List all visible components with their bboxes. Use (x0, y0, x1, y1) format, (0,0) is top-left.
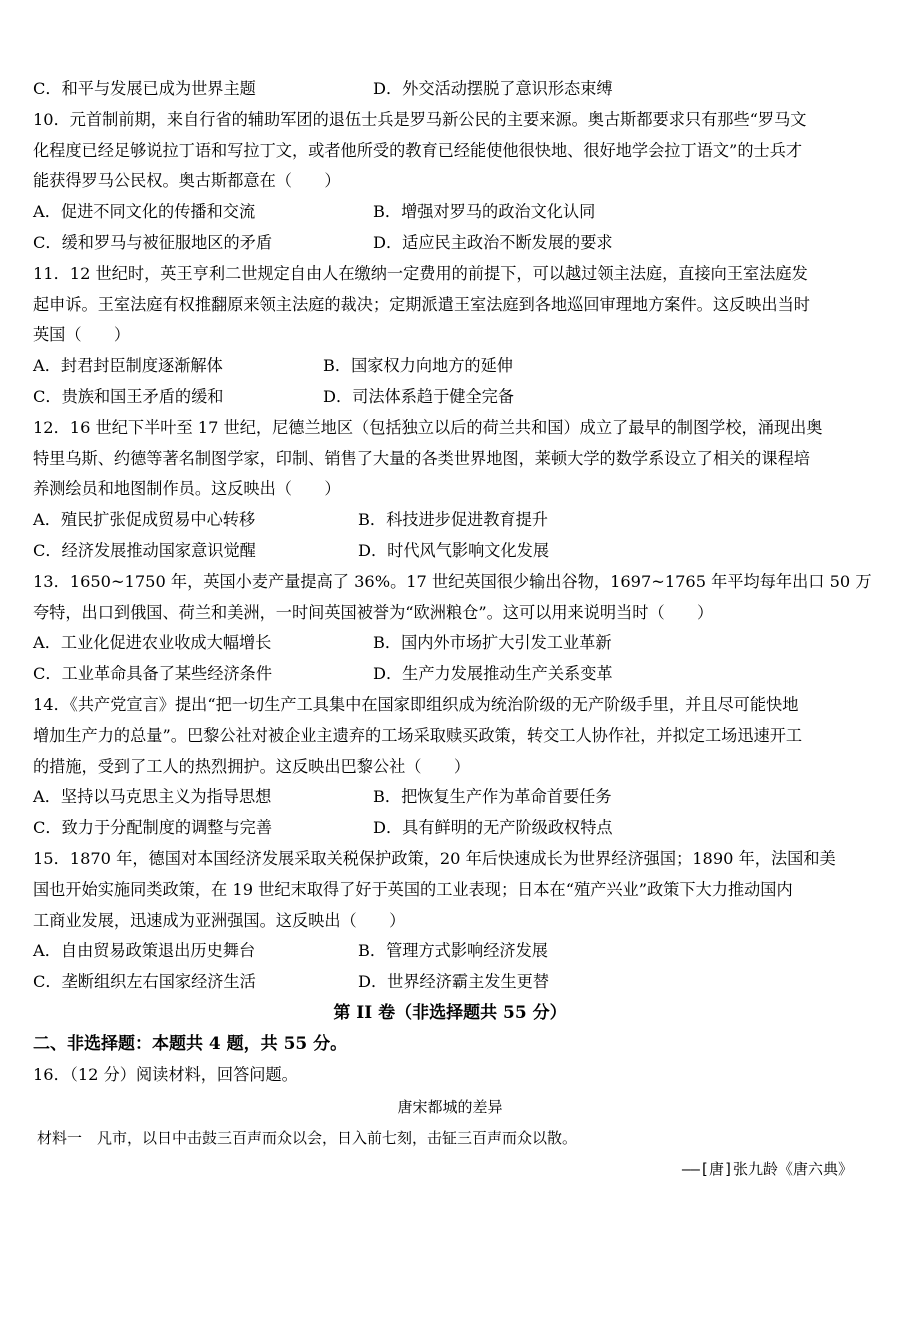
question-13 (33, 567, 872, 690)
question-text-line: 特里乌斯、约德等著名制图学家，印制、销售了大量的各类世界地图，莱顿大学的数学系设立了相关的课程培 (33, 448, 810, 468)
options-row (33, 228, 867, 259)
options-row (33, 351, 867, 382)
option-c: C．工业革命具备了某些经济条件 (33, 664, 273, 684)
question-text-line: 14．《共产党宣言》提出“把一切生产工具集中在国家即组织成为统治阶级的无产阶级手里，并且尽可能快地 (33, 694, 799, 714)
q9-option-d: D．外交活动摆脱了意识形态束缚 (373, 79, 613, 98)
option-c: C．缓和罗马与被征服地区的矛盾 (33, 232, 273, 252)
option-b: B．把恢复生产作为革命首要任务 (373, 787, 612, 807)
question-text-line: 15．1870 年，德国对本国经济发展采取关税保护政策，20 年后快速成长为世界经济强国；1890 年，法国和美 (33, 848, 836, 868)
options-row (33, 782, 867, 813)
option-c: C．致力于分配制度的调整与完善 (33, 818, 273, 838)
question-text-line: 英国（ ） (33, 325, 131, 345)
option-a: A．坚持以马克思主义为指导思想 (33, 787, 272, 807)
question-text-line: 起申诉。王室法庭有权推翻原来领主法庭的裁决；定期派遣王室法庭到各地巡回审理地方案件。这反映出当时 (33, 294, 810, 314)
q9-options-row (33, 74, 867, 105)
question-text-line: 养测绘员和地图制作员。这反映出（ ） (33, 479, 341, 499)
options-row (33, 505, 867, 536)
option-a: A．封君封臣制度逐渐解体 (33, 356, 223, 376)
option-d: D．适应民主政治不断发展的要求 (373, 232, 613, 252)
question-12 (33, 413, 867, 567)
exam-page (33, 74, 872, 1185)
option-a: A．工业化促进农业收成大幅增长 (33, 633, 272, 653)
options-row (33, 813, 867, 844)
option-a: A．促进不同文化的传播和交流 (33, 202, 256, 222)
question-text-line: 国也开始实施同类政策，在 19 世纪末取得了好于英国的工业表现；日本在“殖产兴业”政策下大力推动国内 (33, 879, 793, 899)
option-b: B．科技进步促进教育提升 (358, 510, 548, 530)
question-text-line: 10．元首制前期，来自行省的辅助军团的退伍士兵是罗马新公民的主要来源。奥古斯都要求只有那些“罗马文 (33, 109, 807, 129)
question-14 (33, 690, 867, 844)
option-a: A．自由贸易政策退出历史舞台 (33, 941, 256, 961)
options-row (33, 936, 867, 967)
question-text-line: 增加生产力的总量”。巴黎公社对被企业主遗弃的工场采取赎买政策，转交工人协作社，并拟定工场迅速开工 (33, 725, 803, 745)
question-text-line: 12．16 世纪下半叶至 17 世纪，尼德兰地区（包括独立以后的荷兰共和国）成立了最早的制图学校，涌现出奥 (33, 417, 823, 437)
options-row (33, 382, 867, 413)
option-d: D．时代风气影响文化发展 (358, 540, 550, 560)
option-d: D．生产力发展推动生产关系变革 (373, 664, 613, 684)
option-c: C．贵族和国王矛盾的缓和 (33, 386, 224, 406)
options-row (33, 659, 867, 690)
material-one: 材料一 凡市，以日中击鼓三百声而众以会，日入前七刻，击钲三百声而众以散。 (37, 1129, 578, 1148)
material-one-source: ——[唐]张九龄《唐六典》 (681, 1159, 853, 1178)
options-row (33, 536, 867, 567)
question-text-line: 夸特，出口到俄国、荷兰和美洲，一时间英国被誉为“欧洲粮仓”。这可以用来说明当时（ ） (33, 602, 714, 622)
question-text-line: 11．12 世纪时，英王亨利二世规定自由人在缴纳一定费用的前提下，可以越过领主法庭，直接向王室法庭发 (33, 263, 808, 283)
options-row (33, 967, 867, 998)
options-row (33, 197, 867, 228)
option-b: B．国内外市场扩大引发工业革新 (373, 633, 612, 653)
option-d: D．具有鲜明的无产阶级政权特点 (373, 818, 613, 838)
option-c: C．垄断组织左右国家经济生活 (33, 972, 256, 992)
option-b: B．国家权力向地方的延伸 (323, 356, 513, 376)
option-b: B．增强对罗马的政治文化认同 (373, 202, 596, 222)
section-heading: 二、非选择题：本题共 4 题，共 55 分。 (33, 1033, 348, 1054)
question-11 (33, 259, 867, 413)
question-text-line: 工商业发展，迅速成为亚洲强国。这反映出（ ） (33, 910, 406, 930)
q9-option-c: C．和平与发展已成为世界主题 (33, 79, 256, 98)
option-d: D．司法体系趋于健全完备 (323, 386, 515, 406)
part-two-title: 第 II 卷（非选择题共 55 分） (333, 1002, 567, 1023)
question-text-line: 能获得罗马公民权。奥古斯都意在（ ） (33, 171, 341, 191)
option-c: C．经济发展推动国家意识觉醒 (33, 540, 256, 560)
option-b: B．管理方式影响经济发展 (358, 941, 548, 961)
material-title: 唐宋都城的差异 (397, 1098, 503, 1117)
option-a: A．殖民扩张促成贸易中心转移 (33, 510, 256, 530)
question-15 (33, 844, 867, 998)
question-text-line: 13．1650~1750 年，英国小麦产量提高了 36%。17 世纪英国很少输出谷物，1697~1765 年平均每年出口 50 万 (33, 571, 872, 591)
question-10 (33, 105, 867, 259)
question-text-line: 的措施，受到了工人的热烈拥护。这反映出巴黎公社（ ） (33, 756, 471, 776)
question-16-intro: 16．（12 分）阅读材料，回答问题。 (33, 1064, 298, 1084)
question-text-line: 化程度已经足够说拉丁语和写拉丁文，或者他所受的教育已经能使他很快地、很好地学会拉丁语文”的士兵才 (33, 140, 803, 160)
options-row (33, 628, 867, 659)
option-d: D．世界经济霸主发生更替 (358, 972, 550, 992)
